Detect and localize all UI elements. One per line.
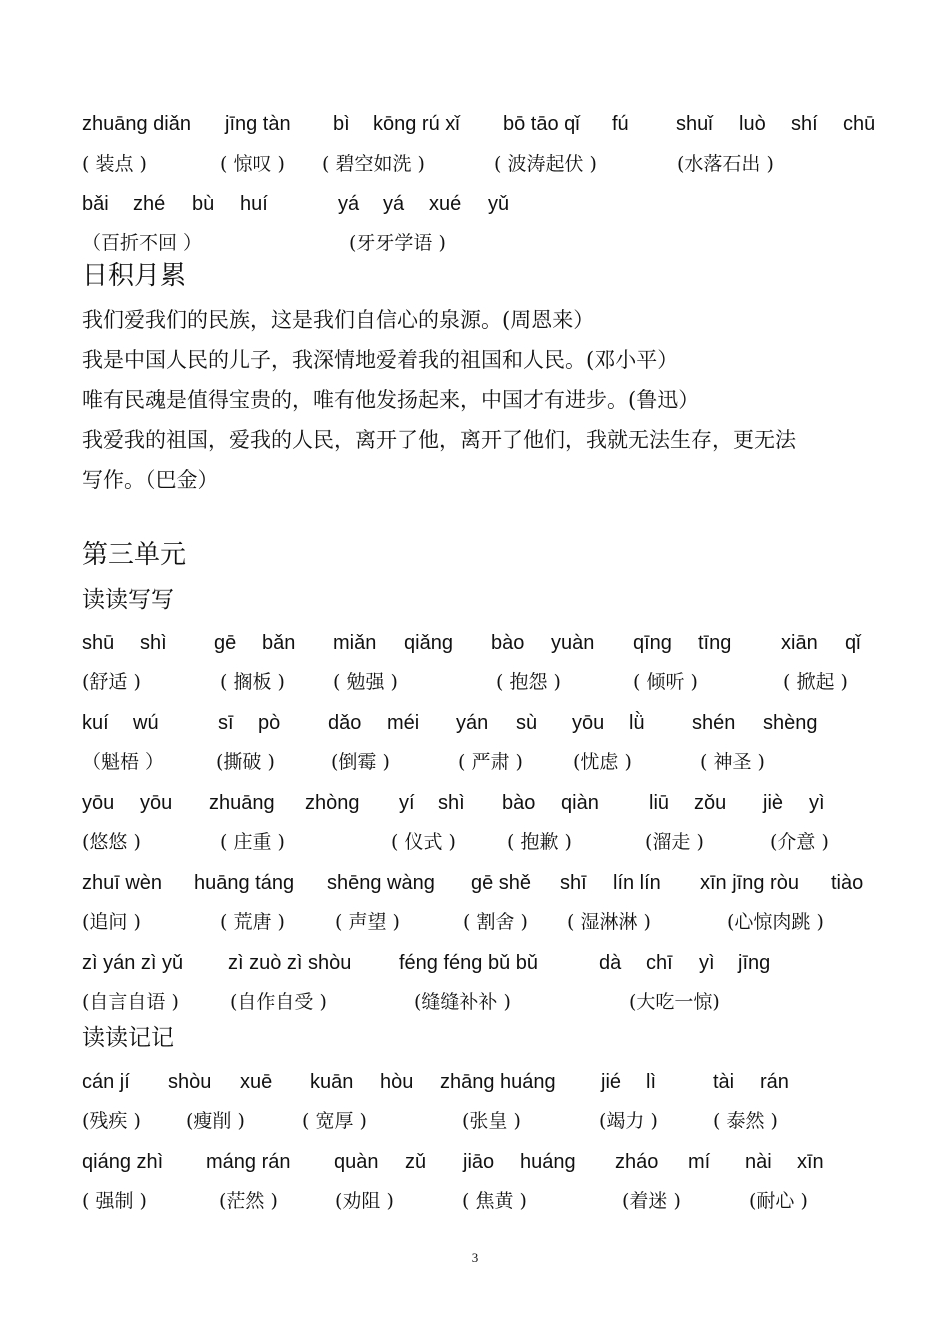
pinyin: shì xyxy=(438,792,465,814)
pinyin: zì zuò zì shòu xyxy=(228,952,352,974)
quote-line: 唯有民魂是值得宝贵的，唯有他发扬起来，中国才有进步。(鲁迅） xyxy=(82,388,700,412)
pinyin: cán jí xyxy=(82,1071,130,1093)
word-answer: (悠悠 ) xyxy=(82,831,141,853)
pinyin: bō tāo qǐ xyxy=(503,113,580,135)
quote-line: 我爱我的祖国，爱我的人民，离开了他，离开了他们，我就无法生存，更无法 xyxy=(82,428,796,452)
pinyin: quàn xyxy=(334,1151,379,1173)
word-answer: ( 抱歉 ) xyxy=(507,831,572,853)
pinyin: xīn jīng ròu xyxy=(700,872,799,894)
pinyin: shí xyxy=(791,113,818,135)
pinyin: zhuāng xyxy=(209,792,275,814)
word-answer: (忧虑 ) xyxy=(573,751,632,773)
pinyin: jiè xyxy=(763,792,784,814)
pinyin: zhāng huáng xyxy=(440,1071,556,1093)
pinyin: huáng xyxy=(520,1151,576,1173)
pinyin: zhé xyxy=(133,193,166,215)
pinyin: xuē xyxy=(240,1071,273,1093)
word-answer: ( 仪式 ) xyxy=(391,831,456,853)
pinyin: yán xyxy=(456,712,489,734)
word-answer: ( 严肃 ) xyxy=(458,751,523,773)
pinyin: qiàn xyxy=(561,792,599,814)
pinyin: qīng xyxy=(633,632,672,654)
pinyin: xué xyxy=(429,193,462,215)
pinyin: tīng xyxy=(698,632,732,654)
word-answer: (着迷 ) xyxy=(622,1190,681,1212)
word-answer: (残疾 ) xyxy=(82,1110,141,1132)
pinyin: yōu xyxy=(140,792,173,814)
pinyin: bào xyxy=(502,792,536,814)
pinyin: tài xyxy=(713,1071,735,1093)
word-answer: (追问 ) xyxy=(82,911,141,933)
pinyin: bǎi xyxy=(82,193,109,215)
pinyin: jié xyxy=(601,1071,622,1093)
word-answer: ( 抱怨 ) xyxy=(496,671,561,693)
pinyin: méi xyxy=(387,712,420,734)
pinyin: féng féng bǔ bǔ xyxy=(399,952,539,974)
word-answer: ( 强制 ) xyxy=(82,1190,147,1212)
pinyin: zǔ xyxy=(405,1151,427,1173)
pinyin: bù xyxy=(192,193,215,215)
pinyin: shū xyxy=(82,632,115,654)
pinyin: gē shě xyxy=(471,872,532,894)
pinyin: chī xyxy=(646,952,673,974)
pinyin: zì yán zì yǔ xyxy=(82,952,184,974)
pinyin: zǒu xyxy=(694,792,727,814)
word-answer: ( 庄重 ) xyxy=(220,831,285,853)
pinyin: lín lín xyxy=(613,872,661,894)
pinyin: sù xyxy=(516,712,538,734)
pinyin: kōng rú xǐ xyxy=(373,113,460,135)
pinyin: yá xyxy=(338,193,360,215)
pinyin: huí xyxy=(240,193,268,215)
pinyin: miǎn xyxy=(333,632,377,654)
subsection-title-dudu-jiji: 读读记记 xyxy=(82,1025,174,1051)
pinyin: yōu xyxy=(82,792,115,814)
pinyin: yí xyxy=(399,792,415,814)
word-answer: ( 割舍 ) xyxy=(463,911,528,933)
pinyin: shì xyxy=(140,632,167,654)
word-answer: (茫然 ) xyxy=(219,1190,278,1212)
word-answer: ( 焦黄 ) xyxy=(462,1190,527,1212)
word-answer: (缝缝补补 ) xyxy=(414,991,511,1013)
pinyin: tiào xyxy=(831,872,864,894)
pinyin: chū xyxy=(843,113,876,135)
pinyin: zhuī wèn xyxy=(82,872,163,894)
page-number: 3 xyxy=(471,1250,479,1265)
quote-line: 我是中国人民的儿子，我深情地爱着我的祖国和人民。(邓小平） xyxy=(82,348,679,372)
pinyin: wú xyxy=(133,712,159,734)
pinyin: yì xyxy=(809,792,825,814)
pinyin: liū xyxy=(649,792,670,814)
word-answer: ( 碧空如洗 ) xyxy=(322,153,425,175)
word-answer: ( 神圣 ) xyxy=(700,751,765,773)
word-answer: （魁梧 ） xyxy=(82,751,165,773)
pinyin: dǎo xyxy=(328,712,362,734)
pinyin: yì xyxy=(699,952,715,974)
word-answer: (牙牙学语 ) xyxy=(349,232,446,254)
pinyin: xiān xyxy=(781,632,818,654)
pinyin: gē xyxy=(214,632,237,654)
pinyin: dà xyxy=(599,952,622,974)
word-answer: (瘦削 ) xyxy=(186,1110,245,1132)
pinyin: sī xyxy=(218,712,234,734)
pinyin: shī xyxy=(560,872,587,894)
pinyin: luò xyxy=(739,113,766,135)
word-answer: ( 泰然 ) xyxy=(713,1110,778,1132)
pinyin: xīn xyxy=(797,1151,824,1173)
pinyin: kuān xyxy=(310,1071,354,1093)
pinyin: nài xyxy=(745,1151,772,1173)
unit-title: 第三单元 xyxy=(82,540,187,570)
word-answer: ( 宽厚 ) xyxy=(302,1110,367,1132)
word-answer: ( 湿淋淋 ) xyxy=(567,911,651,933)
pinyin: shén xyxy=(692,712,736,734)
word-answer: ( 勉强 ) xyxy=(333,671,398,693)
word-answer: ( 声望 ) xyxy=(335,911,400,933)
pinyin: bào xyxy=(491,632,525,654)
pinyin: rán xyxy=(760,1071,789,1093)
word-answer: (张皇 ) xyxy=(462,1110,521,1132)
pinyin: jīng tàn xyxy=(225,113,291,135)
pinyin: bǎn xyxy=(262,632,296,654)
pinyin: shuǐ xyxy=(676,113,713,135)
pinyin: bì xyxy=(333,113,350,135)
word-answer: ( 搁板 ) xyxy=(220,671,285,693)
word-answer: ( 装点 ) xyxy=(82,153,147,175)
pinyin: qiǎng xyxy=(404,632,453,654)
word-answer: （百折不回 ） xyxy=(82,232,203,254)
word-answer: (溜走 ) xyxy=(645,831,704,853)
word-answer: (耐心 ) xyxy=(749,1190,808,1212)
pinyin: máng rán xyxy=(206,1151,291,1173)
subsection-title-dudu-xiexie: 读读写写 xyxy=(82,587,174,613)
word-answer: (倒霉 ) xyxy=(331,751,390,773)
pinyin: qǐ xyxy=(845,632,861,654)
quote-line: 写作。（巴金） xyxy=(82,468,219,492)
word-answer: (大吃一惊) xyxy=(629,991,720,1013)
pinyin: yōu xyxy=(572,712,605,734)
word-answer: (竭力 ) xyxy=(599,1110,658,1132)
quote-line: 我们爱我们的民族，这是我们自信心的泉源。(周恩来） xyxy=(82,308,595,332)
pinyin: huāng táng xyxy=(194,872,295,894)
word-answer: (水落石出 ) xyxy=(677,153,774,175)
pinyin: zhuāng diǎn xyxy=(82,113,191,135)
section-title-riji: 日积月累 xyxy=(82,261,187,291)
pinyin: kuí xyxy=(82,712,109,734)
word-answer: (介意 ) xyxy=(770,831,829,853)
pinyin: lǜ xyxy=(629,712,645,734)
word-answer: ( 荒唐 ) xyxy=(220,911,285,933)
pinyin: pò xyxy=(258,712,281,734)
pinyin: jīng xyxy=(738,952,771,974)
pinyin: mí xyxy=(688,1151,711,1173)
pinyin: shòu xyxy=(168,1071,212,1093)
pinyin: jiāo xyxy=(463,1151,495,1173)
pinyin: shèng xyxy=(763,712,818,734)
pinyin: yá xyxy=(383,193,405,215)
word-answer: ( 波涛起伏 ) xyxy=(494,153,597,175)
pinyin: zháo xyxy=(615,1151,659,1173)
pinyin: yǔ xyxy=(488,193,510,215)
word-answer: ( 掀起 ) xyxy=(783,671,848,693)
word-answer: (自作自受 ) xyxy=(230,991,327,1013)
word-answer: (心惊肉跳 ) xyxy=(727,911,824,933)
word-answer: ( 惊叹 ) xyxy=(220,153,285,175)
pinyin: yuàn xyxy=(551,632,595,654)
word-answer: (舒适 ) xyxy=(82,671,141,693)
word-answer: (撕破 ) xyxy=(216,751,275,773)
pinyin: fú xyxy=(612,113,629,135)
pinyin: zhòng xyxy=(305,792,360,814)
word-answer: ( 倾听 ) xyxy=(633,671,698,693)
pinyin: hòu xyxy=(380,1071,414,1093)
pinyin: lì xyxy=(646,1071,656,1093)
word-answer: (自言自语 ) xyxy=(82,991,179,1013)
pinyin: qiáng zhì xyxy=(82,1151,164,1173)
pinyin: shēng wàng xyxy=(327,872,435,894)
word-answer: (劝阻 ) xyxy=(335,1190,394,1212)
